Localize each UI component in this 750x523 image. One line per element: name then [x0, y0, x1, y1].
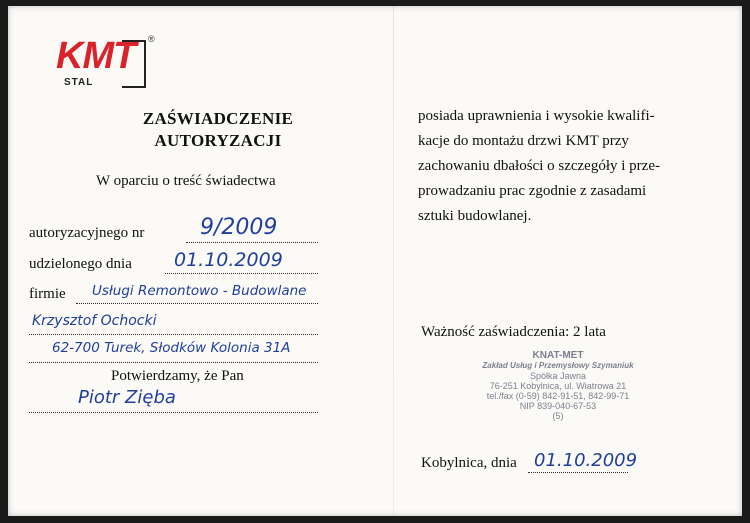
confirm-text: Potwierdzamy, że Pan: [111, 368, 244, 384]
place-date-label: Kobylnica, dnia: [421, 455, 517, 471]
document-subtitle: AUTORYZACJI: [154, 131, 282, 150]
logo-text: KMT: [56, 35, 136, 77]
registered-mark: ®: [148, 34, 155, 44]
intro-text: W oparciu o treść świadectwa: [96, 173, 276, 189]
logo-frame: [122, 40, 146, 88]
place-date-value: 01.10.2009: [534, 450, 638, 471]
document-title: ZAŚWIADCZENIE: [142, 109, 294, 128]
number-value: 9/2009: [200, 215, 278, 240]
paragraph-line-3: zachowaniu dbałości o szczegóły i prze-: [418, 158, 660, 174]
person-name: Piotr Zięba: [78, 387, 176, 408]
stamp-line-5: tel./fax (0-59) 842-91-51, 842-99-71: [486, 391, 630, 401]
date-dotted-line: [165, 273, 318, 274]
place-date-dotted-line: [528, 472, 628, 473]
firm-dotted-line-2: [29, 334, 318, 335]
firm-dotted-line-3: [29, 362, 318, 363]
stamp-line-2: Zakład Usług i Przemysłowy Szymaniuk: [482, 361, 634, 370]
firm-line-3: 62-700 Turek, Słodków Kolonia 31A: [52, 340, 291, 356]
logo-subtext: STAL: [64, 77, 94, 88]
stamp-line-1: KNAT-MET: [532, 350, 584, 361]
center-fold: [393, 6, 394, 516]
paragraph-line-1: posiada uprawnienia i wysokie kwalifi-: [418, 108, 655, 124]
paragraph-line-2: kacje do montażu drzwi KMT przy: [418, 133, 629, 149]
stamp-line-6: NIP 839-040-67-53: [519, 401, 597, 411]
firm-line-2: Krzysztof Ochocki: [32, 313, 157, 329]
paragraph-line-4: prowadzaniu prac zgodnie z zasadami: [418, 183, 647, 199]
paragraph-line-5: sztuki budowlanej.: [418, 208, 532, 224]
stamp-line-4: 76-251 Kobylnica, ul. Wiatrowa 21: [489, 381, 627, 391]
firm-label: firmie: [29, 286, 66, 302]
date-label: udzielonego dnia: [29, 256, 132, 272]
kmt-logo: [52, 34, 162, 90]
firm-dotted-line-1: [76, 303, 318, 304]
firm-line-1: Usługi Remontowo - Budowlane: [92, 283, 307, 299]
stamp-line-3: Spółka Jawna: [529, 371, 587, 381]
validity-text: Ważność zaświadczenia: 2 lata: [421, 324, 606, 340]
stamp-line-7: (5): [552, 411, 564, 421]
company-stamp: [438, 351, 678, 421]
number-dotted-line: [186, 242, 318, 243]
number-label: autoryzacyjnego nr: [29, 225, 145, 241]
certificate-sheet: [8, 6, 742, 516]
date-value: 01.10.2009: [174, 249, 283, 271]
name-dotted-line: [29, 412, 318, 413]
